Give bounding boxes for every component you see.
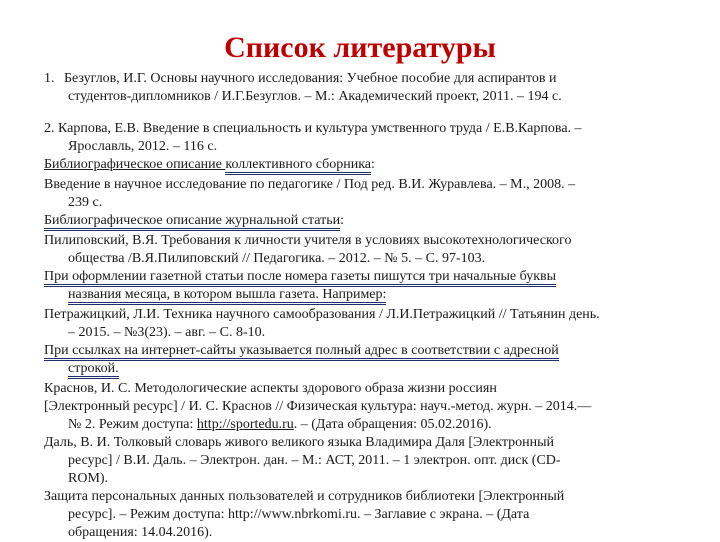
entry-1-text: Безуглов, И.Г. Основы научного исследования: Учебное пособие для аспирантов и <box>64 71 557 86</box>
note-internet-line-1 <box>44 342 559 360</box>
entry-7-line-2: ресурс] / В.И. Даль. – Электрон. дан. – М.: АСТ, 2011. – 1 электрон. опт. диск (CD- <box>68 453 561 468</box>
page-title: Список литературы <box>224 31 496 64</box>
entry-6-line-3 <box>68 416 492 434</box>
entry-6-line-2: [Электронный ресурс] / И. С. Краснов // Физическая культура: науч.-метод. журн. – 2014.— <box>44 399 592 414</box>
entry-2-line-1: 2. Карпова, Е.В. Введение в специальность и культура умственного труда / Е.В.Карпова. – <box>44 121 582 136</box>
heading-2-colon: : <box>340 213 344 228</box>
note-1-text-1: При оформлении газетной статьи после номера газеты пишутся три начальные буквы <box>44 269 556 287</box>
entry-1-number: 1. <box>44 71 55 86</box>
entry-4-line-2: общества /В.Я.Пилиповский // Педагогика. – 2012. – № 5. – С. 97-103. <box>68 251 486 266</box>
note-2-text-2: строкой. <box>68 361 119 379</box>
entry-7-line-3: ROM). <box>68 471 109 486</box>
heading-2-part-a: Библиографическое описание журнальной статьи <box>44 213 340 231</box>
note-newspaper-line-1 <box>44 268 556 286</box>
entry-7-line-1: Даль, В. И. Толковый словарь живого великого языка Владимира Даля [Электронный <box>44 435 555 450</box>
heading-journal-article <box>44 212 344 230</box>
sportedu-link[interactable]: http://sportedu.ru <box>196 417 294 432</box>
note-2-text-1: При ссылках на интернет-сайты указывается полный адрес в соответствии с адресной <box>44 343 559 361</box>
entry-6-date: . – (Дата обращения: 05.02.2016). <box>293 417 492 432</box>
note-newspaper-line-2 <box>68 286 386 304</box>
heading-1-colon: : <box>371 157 375 172</box>
note-1-text-2: названия месяца, в котором вышла газета. Например: <box>68 287 386 305</box>
entry-3-line-1: Введение в научное исследование по педагогике / Под ред. В.И. Журавлева. – М., 2008. – <box>44 177 576 192</box>
heading-1-part-a: Библиографическое описание <box>44 157 226 172</box>
entry-8-line-2: ресурс]. – Режим доступа: http://www.nbrkomi.ru. – Заглавие с экрана. – (Дата <box>68 507 530 522</box>
entry-3-line-2: 239 с. <box>68 195 103 210</box>
entry-6-access-label: № 2. Режим доступа: <box>68 417 197 432</box>
entry-5-line-2: – 2015. – №3(23). – авг. – С. 8-10. <box>68 325 266 340</box>
heading-1-part-b: коллективного сборника <box>225 157 371 175</box>
heading-collective-collection <box>44 156 375 174</box>
entry-2-line-2: Ярославль, 2012. – 116 с. <box>68 139 218 154</box>
entry-5-line-1: Петражицкий, Л.И. Техника научного самообразования / Л.И.Петражицкий // Татьянин день. <box>44 307 600 322</box>
entry-8-line-1: Защита персональных данных пользователей и сотрудников библиотеки [Электронный <box>44 489 565 504</box>
entry-6-line-1: Краснов, И. С. Методологические аспекты здорового образа жизни россиян <box>44 381 497 396</box>
note-internet-line-2 <box>68 360 119 378</box>
entry-1-line-1 <box>44 70 556 88</box>
entry-1-line-2: студентов-дипломников / И.Г.Безуглов. – М.: Академический проект, 2011. – 194 с. <box>68 89 562 104</box>
entry-8-line-3: обращения: 14.04.2016). <box>68 525 213 540</box>
entry-4-line-1: Пилиповский, В.Я. Требования к личности учителя в условиях высокотехнологического <box>44 233 572 248</box>
